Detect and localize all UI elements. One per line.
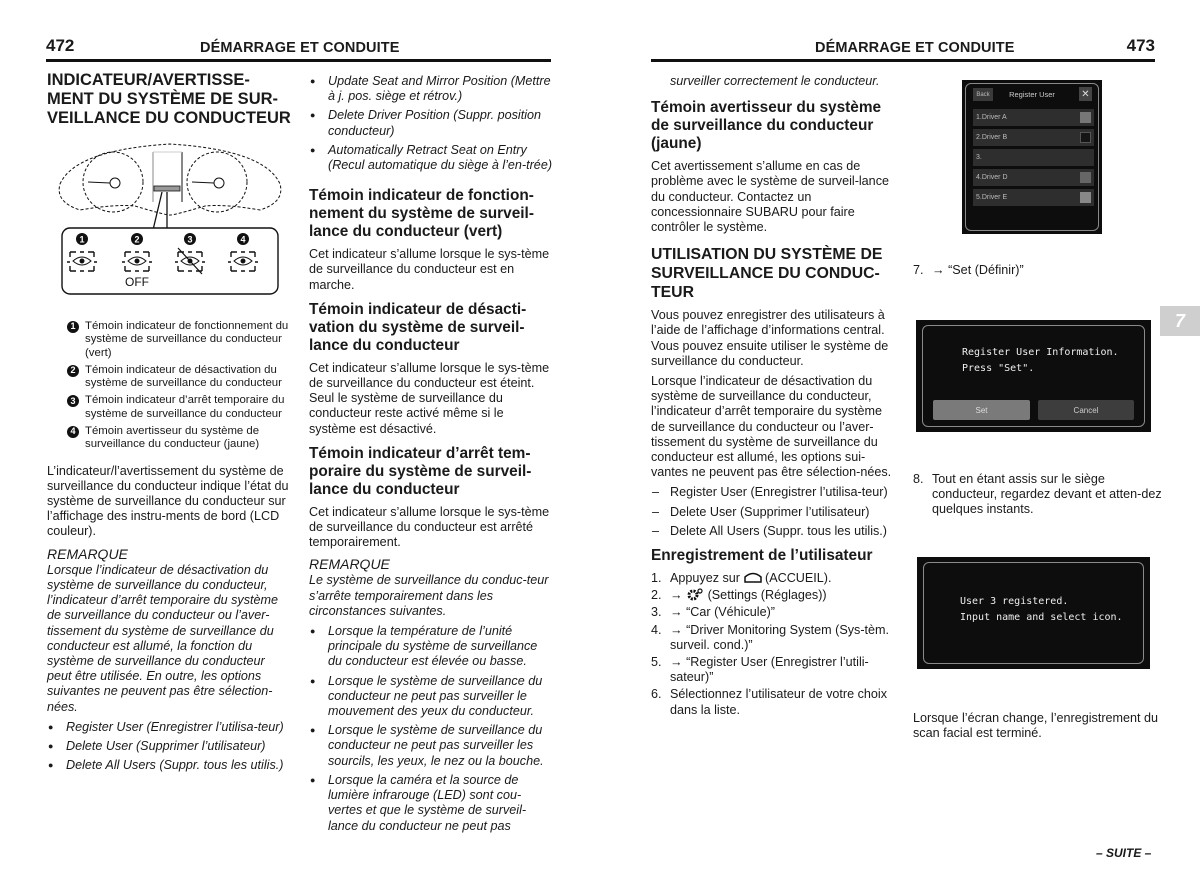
usage-paragraph-2: Lorsque l’indicateur de désactivation du système de surveillance du conducteur, l’indicateur d’arrêt temporaire du système de surveillance du conducteur ou l’aver-tissement du système de surveillance du conducteur est allumé, les options sui-vantes ne peuvent pas être sélection-nées. (651, 374, 892, 480)
step-item: 2. → (Settings (Réglages)) (651, 588, 827, 603)
restricted-options-list (651, 485, 896, 539)
dialog-message: Register User Information. Press "Set". (962, 347, 1119, 374)
pause-conditions-list (309, 624, 553, 834)
remark-title: REMARQUE (309, 556, 390, 573)
section-heading: Témoin avertisseur du système de surveillance du conducteur (jaune) (651, 99, 882, 153)
svg-text:3: 3 (187, 234, 193, 245)
list-item: ● Lorsque le système de surveillance du conducteur ne peut pas surveiller les sourcils, les yeux, le nez ou la bouche. (309, 723, 553, 769)
list-item: ● Delete All Users (Suppr. tous les utilis.) (47, 758, 291, 773)
user-list-item[interactable]: 5.Driver E (973, 189, 1094, 206)
list-item: – Delete All Users (Suppr. tous les utilis.) (651, 524, 896, 539)
step-7 (913, 263, 1163, 280)
section-body: Cet indicateur s’allume lorsque le sys-tème de surveillance du conducteur est arrêté temporairement. (309, 504, 550, 550)
list-item: ● Lorsque la température de l’unité principale du système de surveillance du conducteur est élevée ou basse. (309, 624, 553, 670)
usage-paragraph-1: Vous pouvez enregistrer des utilisateurs à l’aide de l’affichage d’informations central. Vous pouvez ensuite utiliser le système de surveillance du conducteur. (651, 308, 889, 368)
list-item: ● Delete User (Supprimer l’utilisateur) (47, 739, 291, 754)
page-number-left: 472 (46, 36, 75, 55)
left-page-header (46, 38, 551, 62)
step-8 (913, 472, 1163, 520)
user-list (973, 109, 1094, 206)
registration-steps (651, 571, 896, 718)
step-item: 7. → “Set (Définir)” (913, 263, 1024, 277)
user-avatar-icon (1080, 132, 1091, 143)
svg-text:2: 2 (134, 234, 140, 245)
step-item: 8. Tout en étant assis sur le siège conducteur, regardez devant et atten-dez quelques instants. (913, 472, 1162, 517)
set-button[interactable]: Set (933, 400, 1030, 420)
section-body: Cet indicateur s’allume lorsque le sys-tème de surveillance du conducteur est en marche. (309, 247, 550, 292)
chapter-title-right: DÉMARRAGE ET CONDUITE (815, 40, 1015, 56)
user-avatar-icon (1080, 112, 1091, 123)
cancel-button[interactable]: Cancel (1038, 400, 1134, 420)
section-body: Cet avertissement s’allume en cas de problème avec le système de surveil-lance du conducteur. Contactez un concessionnaire SUBARU pour faire contrôler le système. (651, 159, 889, 235)
page-number-right: 473 (1126, 36, 1155, 55)
section-heading: Enregistrement de l’utilisateur (651, 547, 873, 565)
step-item: 6. Sélectionnez l’utilisateur de votre choix dans la liste. (651, 687, 888, 717)
register-user-screen (962, 80, 1102, 234)
left-column-1 (47, 71, 291, 777)
section-title: INDICATEUR/AVERTISSE- MENT DU SYSTÈME DE SUR- VEILLANCE DU CONDUCTEUR (47, 71, 291, 127)
user-list-item[interactable]: 1.Driver A (973, 109, 1094, 126)
remark-text: Lorsque l’indicateur de désactivation du système de surveillance du conducteur, l’indicateur d’arrêt temporaire du système de surveillance du conducteur ou l’aver-tissement du système de surveillance du conducteur est allumé, la fonction du système de surveillance du conducteur peut être utilisée. En outre, les options suivantes ne peuvent pas être sélection-nées. (47, 562, 278, 714)
legend-item: 2 Témoin indicateur de désactivation du système de surveillance du conducteur (67, 364, 292, 391)
list-item: ● Automatically Retract Seat on Entry (Recul automatique du siège à l’en-trée) (309, 143, 553, 173)
continued-label: – SUITE – (1096, 846, 1152, 860)
left-column-2 (309, 74, 553, 838)
section-heading: Témoin indicateur de fonction-nement du système de surveil-lance du conducteur (vert) (309, 187, 534, 241)
screen-title: Register User (1009, 90, 1055, 99)
list-item: – Register User (Enregistrer l’utilisa-teur) (651, 485, 896, 500)
list-item: ● Delete Driver Position (Suppr. position conducteur) (309, 108, 553, 138)
user-avatar-icon (1080, 192, 1091, 203)
chapter-tab[interactable]: 7 (1160, 306, 1200, 336)
section-heading: Témoin indicateur d’arrêt tem-poraire du système de surveil-lance du conducteur (309, 444, 532, 498)
final-paragraph: Lorsque l’écran change, l’enregistrement du scan facial est terminé. (913, 711, 1159, 741)
section-heading: Témoin indicateur de désacti-vation du système de surveil-lance du conducteur (309, 300, 527, 354)
step-item: 1. Appuyez sur (ACCUEIL). (651, 571, 832, 586)
usage-heading: UTILISATION DU SYSTÈME DE SURVEILLANCE DU CONDUC-TEUR (651, 246, 883, 302)
step-item: 5. → “Register User (Enregistrer l’utili-sateur)” (651, 655, 869, 685)
list-item: – Delete User (Supprimer l’utilisateur) (651, 505, 896, 520)
user-list-item[interactable]: 4.Driver D (973, 169, 1094, 186)
user-list-item[interactable]: 2.Driver B (973, 129, 1094, 146)
step-item: 3. → “Car (Véhicule)” (651, 605, 775, 620)
continued-text: surveiller correctement le conducteur. (670, 74, 880, 88)
user-registered-screen (917, 557, 1150, 669)
right-column-1 (651, 74, 896, 720)
settings-bullet-list (309, 74, 553, 173)
list-item: ● Lorsque le système de surveillance du conducteur ne peut pas surveiller le mouvement des yeux du conducteur. (309, 674, 553, 720)
user-avatar-icon (1080, 172, 1091, 183)
svg-text:4: 4 (240, 234, 246, 245)
legend-item: 1 Témoin indicateur de fonctionnement du système de surveillance du conducteur (vert) (67, 320, 292, 360)
close-button[interactable] (1079, 87, 1092, 101)
register-info-screen (916, 320, 1151, 432)
indicator-legend (67, 320, 292, 452)
legend-item: 4 Témoin avertisseur du système de surveillance du conducteur (jaune) (67, 425, 292, 452)
back-button[interactable]: Back (973, 88, 993, 101)
list-item: ● Lorsque la caméra et la source de lumière infrarouge (LED) sont cou-vertes et que le système de surveil-lance du conducteur ne peut pas (309, 773, 553, 834)
remark-title: REMARQUE (47, 545, 128, 562)
user-list-item[interactable]: 3. (973, 149, 1094, 166)
svg-text:1: 1 (79, 234, 85, 245)
home-icon (744, 572, 762, 583)
close-icon: ✕ (1081, 88, 1090, 100)
step-item: 4. → “Driver Monitoring System (Sys-tèm. surveil. cond.)” (651, 622, 890, 652)
right-page-header (651, 38, 1155, 62)
svg-text:OFF: OFF (125, 275, 149, 289)
list-item: ● Update Seat and Mirror Position (Mettre à j. pos. siège et rétrov.) (309, 74, 553, 104)
list-item: ● Register User (Enregistrer l’utilisa-teur) (47, 720, 291, 735)
intro-paragraph: L’indicateur/l’avertissement du système de surveillance du conducteur indique l’état du système de surveillance du conducteur sur l’affichage des instru-ments de bord (LCD couleur). (47, 463, 289, 539)
chapter-title-left: DÉMARRAGE ET CONDUITE (200, 40, 400, 56)
settings-gear-icon (686, 588, 704, 601)
registration-message: User 3 registered. Input name and select icon. (960, 596, 1123, 623)
legend-item: 3 Témoin indicateur d’arrêt temporaire du système de surveillance du conducteur (67, 394, 292, 421)
remark-bullet-list (47, 720, 291, 774)
instrument-cluster-diagram (55, 140, 285, 300)
remark-text: Le système de surveillance du conduc-teur s’arrête temporairement dans les circonstances suivantes. (309, 573, 549, 618)
section-body: Cet indicateur s’allume lorsque le sys-tème de surveillance du conducteur est éteint. Seul le système de surveillance du conducteur reste activé même si le système est désactivé. (309, 360, 550, 436)
